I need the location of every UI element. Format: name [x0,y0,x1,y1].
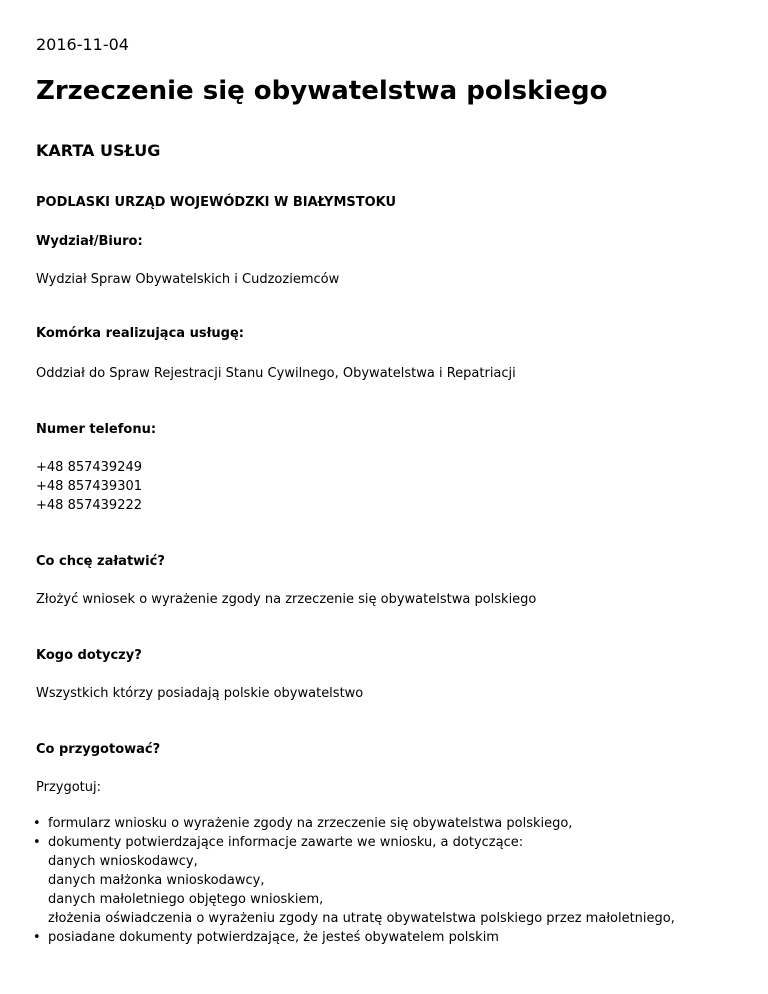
list-subitem: złożenia oświadczenia o wyrażeniu zgody na utratę obywatelstwa polskiego przez małoletniego, [48,911,675,926]
office-name: PODLASKI URZĄD WOJEWÓDZKI W BIAŁYMSTOKU [36,195,397,210]
documents-list [20,814,750,947]
prepare-intro: Przygotuj: [36,780,102,795]
list-item-text: dokumenty potwierdzające informacje zawarte we wniosku, a dotyczące: [48,835,524,850]
list-item-text: formularz wniosku o wyrażenie zgody na zrzeczenie się obywatelstwa polskiego, [48,816,573,831]
unit-label: Komórka realizująca usługę: [36,326,244,341]
list-subitem: danych małżonka wnioskodawcy, [48,873,265,888]
section-heading-service-card: KARTA USŁUG [36,141,161,160]
prepare-label: Co przygotować? [36,742,161,757]
audience-value: Wszystkich którzy posiadają polskie obywatelstwo [36,686,364,701]
list-subitem: danych wnioskodawcy, [48,854,198,869]
list-item [20,833,750,928]
goal-label: Co chcę załatwić? [36,554,165,569]
bullet-icon: • [33,835,41,850]
list-subitem: danych małoletniego objętego wnioskiem, [48,892,324,907]
phone-list [36,458,142,515]
goal-value: Złożyć wniosek o wyrażenie zgody na zrzeczenie się obywatelstwa polskiego [36,592,537,607]
list-item [20,814,750,833]
department-label: Wydział/Biuro: [36,234,143,249]
department-value: Wydział Spraw Obywatelskich i Cudzoziemców [36,272,340,287]
list-item-text: posiadane dokumenty potwierdzające, że jesteś obywatelem polskim [48,930,499,945]
bullet-icon: • [33,816,41,831]
page-title: Zrzeczenie się obywatelstwa polskiego [36,76,608,106]
phone-number: +48 857439301 [36,479,143,494]
audience-label: Kogo dotyczy? [36,648,142,663]
publication-date: 2016-11-04 [36,35,129,54]
bullet-icon: • [33,930,41,945]
phone-number: +48 857439222 [36,498,143,513]
phone-number: +48 857439249 [36,460,143,475]
list-item [20,928,750,947]
unit-value: Oddział do Spraw Rejestracji Stanu Cywilnego, Obywatelstwa i Repatriacji [36,366,516,381]
phone-label: Numer telefonu: [36,422,157,437]
